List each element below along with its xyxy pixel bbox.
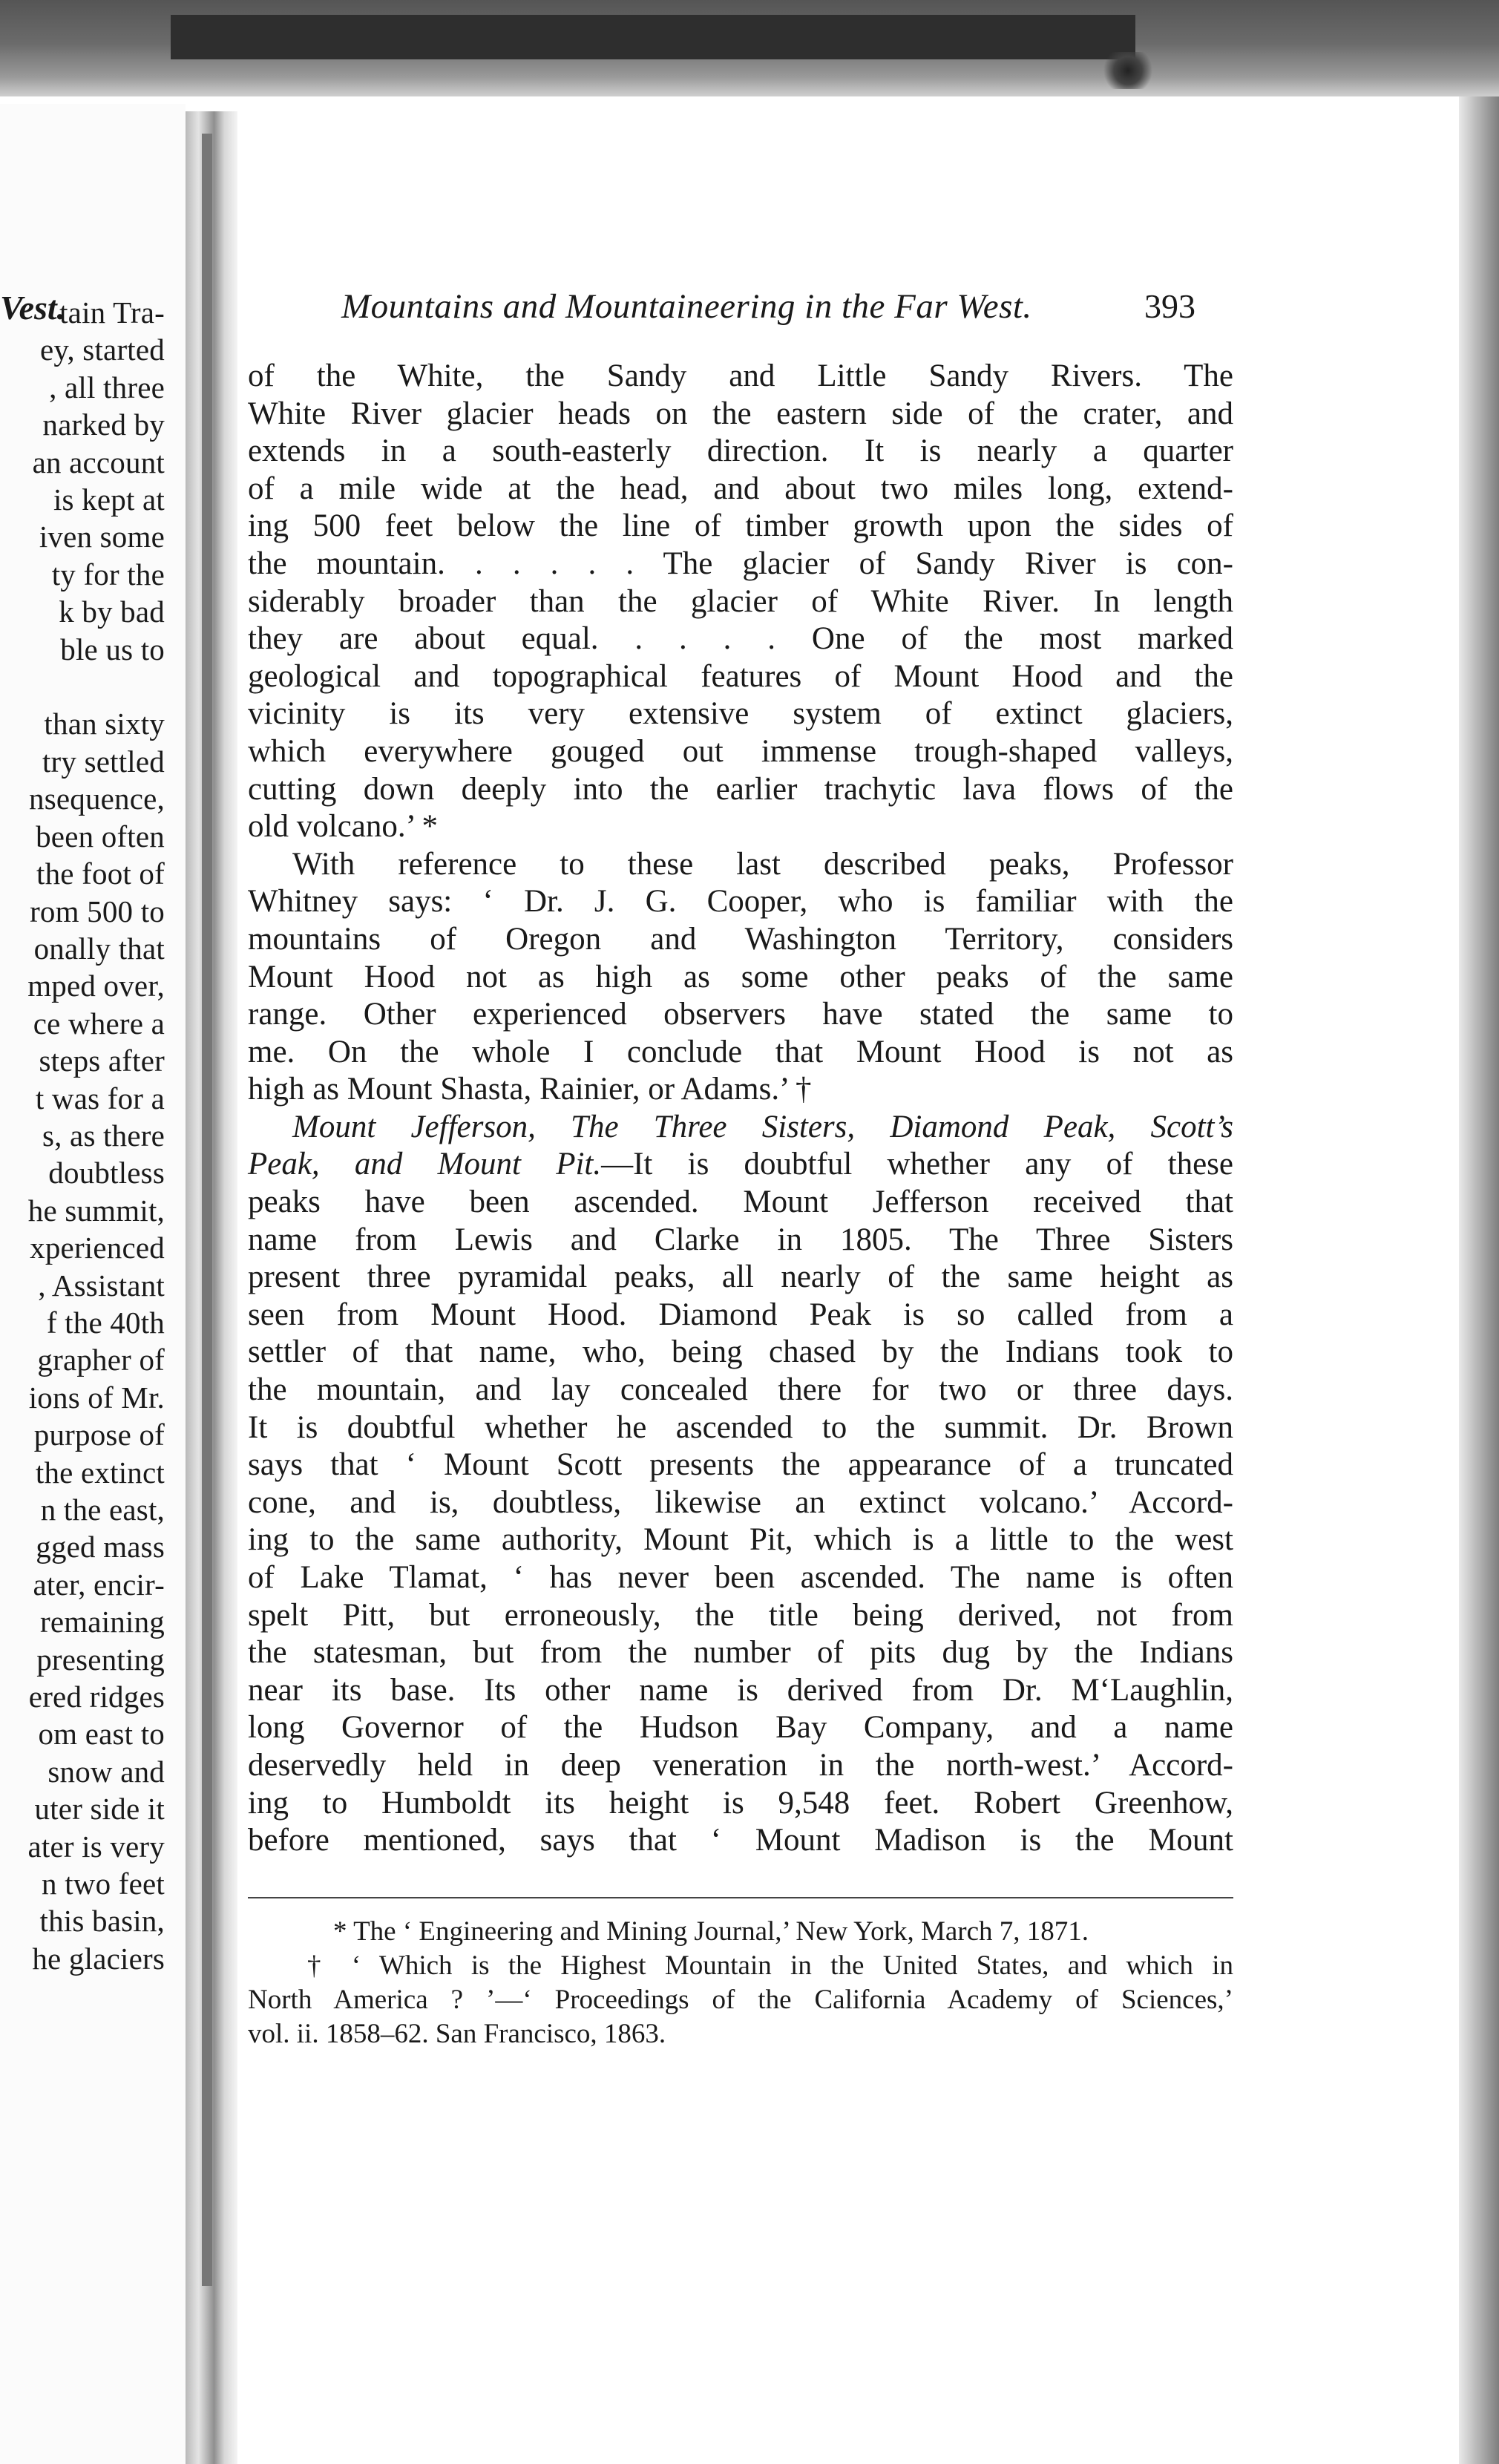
- body-line: Mount Hood not as high as some other peaks of the same: [248, 959, 1233, 995]
- body-line: near its base. Its other name is derived from Dr. M‘Laughlin,: [248, 1672, 1233, 1708]
- footnotes: [248, 1915, 1233, 2051]
- body-line: present three pyramidal peaks, all nearly of the same height as: [248, 1259, 1233, 1295]
- facing-page-line: iven some: [39, 520, 165, 554]
- body-line: ing to Humboldt its height is 9,548 feet. Robert Greenhow,: [248, 1785, 1233, 1821]
- facing-page-line: [27, 668, 165, 705]
- facing-page-line: onally that: [33, 931, 165, 966]
- facing-page-line: steps after: [39, 1043, 165, 1078]
- facing-page-line: n the east,: [40, 1493, 165, 1527]
- facing-page-line: mped over,: [27, 969, 165, 1003]
- footnote-rule: [248, 1897, 1233, 1898]
- body-line: [248, 1146, 1233, 1184]
- body-line: high as Mount Shasta, Rainier, or Adams.’ †: [248, 1072, 812, 1107]
- facing-page-line: he glaciers: [32, 1941, 165, 1976]
- page-number: 393: [1144, 287, 1195, 325]
- facing-page-line: gged mass: [36, 1530, 165, 1564]
- facing-page-line: ce where a: [33, 1006, 165, 1041]
- body-line: geological and topographical features of Mount Hood and the: [248, 658, 1233, 694]
- italic-run: Mount Jefferson, The Three Sisters, Diamond Peak, Scott’s: [292, 1109, 1233, 1144]
- facing-page-line: than sixty: [44, 707, 165, 741]
- facing-page-line: remaining: [39, 1605, 165, 1639]
- body-line: me. On the whole I conclude that Mount Hood is not as: [248, 1034, 1233, 1069]
- body-line: range. Other experienced observers have stated the same to: [248, 997, 1233, 1032]
- body-line: ing 500 feet below the line of timber growth upon the sides of: [248, 508, 1233, 544]
- facing-page-line: ater, encir-: [33, 1567, 165, 1602]
- page-edge-shadow: [1459, 96, 1499, 2464]
- body-line: old volcano.’ *: [248, 809, 438, 845]
- facing-page-line: tain Tra-: [59, 295, 165, 330]
- facing-page-line: ered ridges: [28, 1680, 165, 1714]
- body-line: which everywhere gouged out immense trough-shaped valleys,: [248, 733, 1233, 769]
- facing-page-lines: [27, 294, 165, 1977]
- facing-page-line: presenting: [36, 1642, 165, 1677]
- facing-page-line: f the 40th: [46, 1305, 165, 1340]
- body-line: White River glacier heads on the eastern side of the crater, and: [248, 396, 1233, 431]
- body-line: name from Lewis and Clarke in 1805. The Three Sisters: [248, 1222, 1233, 1257]
- body-line: ing to the same authority, Mount Pit, which is a little to the west: [248, 1522, 1233, 1558]
- body-line: before mentioned, says that ‘ Mount Madison is the Mount: [248, 1823, 1233, 1858]
- body-line: vicinity is its very extensive system of extinct glaciers,: [248, 696, 1233, 732]
- facing-page-line: doubtless: [48, 1156, 165, 1190]
- scan-top-shadow: [0, 0, 1499, 96]
- body-line: With reference to these last described peaks, Professor: [292, 846, 1233, 882]
- facing-page-line: t was for a: [35, 1081, 165, 1115]
- body-line: extends in a south-easterly direction. It is nearly a quarter: [248, 433, 1233, 469]
- facing-page-line: , Assistant: [38, 1268, 165, 1303]
- facing-page-line: an account: [32, 445, 165, 479]
- facing-page-line: is kept at: [53, 482, 165, 517]
- footnote-line: vol. ii. 1858–62. San Francisco, 1863.: [248, 2019, 666, 2049]
- body-text: [248, 358, 1233, 1860]
- body-line: the statesman, but from the number of pits dug by the Indians: [248, 1635, 1233, 1671]
- body-line: cone, and is, doubtless, likewise an extinct volcano.’ Accord-: [248, 1484, 1233, 1520]
- facing-page-line: snow and: [47, 1754, 165, 1789]
- facing-page-line: grapher of: [37, 1343, 165, 1377]
- page-gutter: [186, 111, 237, 2464]
- facing-page-line: ions of Mr.: [28, 1380, 165, 1415]
- body-line: spelt Pitt, but erroneously, the title being derived, not from: [248, 1597, 1233, 1633]
- body-line: of Lake Tlamat, ‘ has never been ascended. The name is often: [248, 1560, 1233, 1595]
- body-line: seen from Mount Hood. Diamond Peak is so called from a: [248, 1297, 1233, 1332]
- body-line: the mountain. . . . . . The glacier of Sandy River is con-: [248, 545, 1233, 581]
- facing-page-line: the extinct: [35, 1455, 165, 1490]
- facing-page-line: , all three: [49, 370, 165, 404]
- facing-page-line: try settled: [42, 744, 165, 779]
- facing-page-line: ty for the: [51, 557, 165, 592]
- body-run: —It is doubtful whether any of these: [601, 1147, 1233, 1182]
- italic-run: Peak, and Mount Pit.: [248, 1147, 602, 1182]
- footnote-line: North America ? ’—‘ Proceedings of the California Academy of Sciences,’: [248, 1985, 1233, 2015]
- facing-page-line: the foot of: [36, 856, 165, 891]
- body-line: Whitney says: ‘ Dr. J. G. Cooper, who is familiar with the: [248, 884, 1233, 920]
- facing-page-line: narked by: [42, 407, 165, 442]
- scan-smudge: [1098, 52, 1158, 89]
- body-line: they are about equal. . . . . One of the most marked: [248, 621, 1233, 657]
- body-line: settler of that name, who, being chased by the Indians took to: [248, 1334, 1233, 1370]
- facing-page-line: ater is very: [27, 1829, 165, 1864]
- left-header-fragment: Vest.: [0, 289, 66, 327]
- facing-page-line: he summit,: [27, 1193, 165, 1228]
- facing-page-line: om east to: [38, 1717, 165, 1752]
- facing-page-line: k by bad: [59, 594, 165, 629]
- footnote-line: † ‘ Which is the Highest Mountain in the United States, and which in: [307, 1950, 1233, 1981]
- facing-page-fragment: [0, 104, 186, 2464]
- facing-page-line: uter side it: [34, 1792, 165, 1826]
- body-line: siderably broader than the glacier of White River. In length: [248, 583, 1233, 619]
- facing-page-line: ble us to: [60, 632, 165, 666]
- body-line: of a mile wide at the head, and about two miles long, extend-: [248, 471, 1233, 506]
- footnote-line: * The ‘ Engineering and Mining Journal,’ New York, March 7, 1871.: [333, 1916, 1089, 1947]
- facing-page-line: ey, started: [39, 332, 165, 367]
- body-line: mountains of Oregon and Washington Territory, considers: [248, 921, 1233, 957]
- body-line: It is doubtful whether he ascended to the summit. Dr. Brown: [248, 1409, 1233, 1445]
- body-line: cutting down deeply into the earlier trachytic lava flows of the: [248, 771, 1233, 807]
- facing-page-line: purpose of: [33, 1418, 165, 1452]
- running-title: Mountains and Mountaineering in the Far West.: [341, 287, 1032, 326]
- body-line: [248, 1109, 1233, 1147]
- facing-page-line: s, as there: [42, 1118, 165, 1153]
- facing-page-line: nsequence,: [29, 782, 165, 816]
- body-line: deservedly held in deep veneration in the north-west.’ Accord-: [248, 1747, 1233, 1783]
- body-line: long Governor of the Hudson Bay Company, and a name: [248, 1710, 1233, 1746]
- facing-page-line: n two feet: [42, 1867, 165, 1901]
- body-line: of the White, the Sandy and Little Sandy Rivers. The: [248, 358, 1233, 393]
- facing-page-line: this basin,: [39, 1904, 165, 1939]
- facing-page-line: rom 500 to: [30, 894, 165, 928]
- body-line: the mountain, and lay concealed there for two or three days.: [248, 1372, 1233, 1408]
- facing-page-line: xperienced: [30, 1231, 165, 1265]
- body-line: says that ‘ Mount Scott presents the appearance of a truncated: [248, 1447, 1233, 1483]
- facing-page-line: been often: [36, 819, 165, 853]
- body-line: peaks have been ascended. Mount Jefferson received that: [248, 1185, 1233, 1220]
